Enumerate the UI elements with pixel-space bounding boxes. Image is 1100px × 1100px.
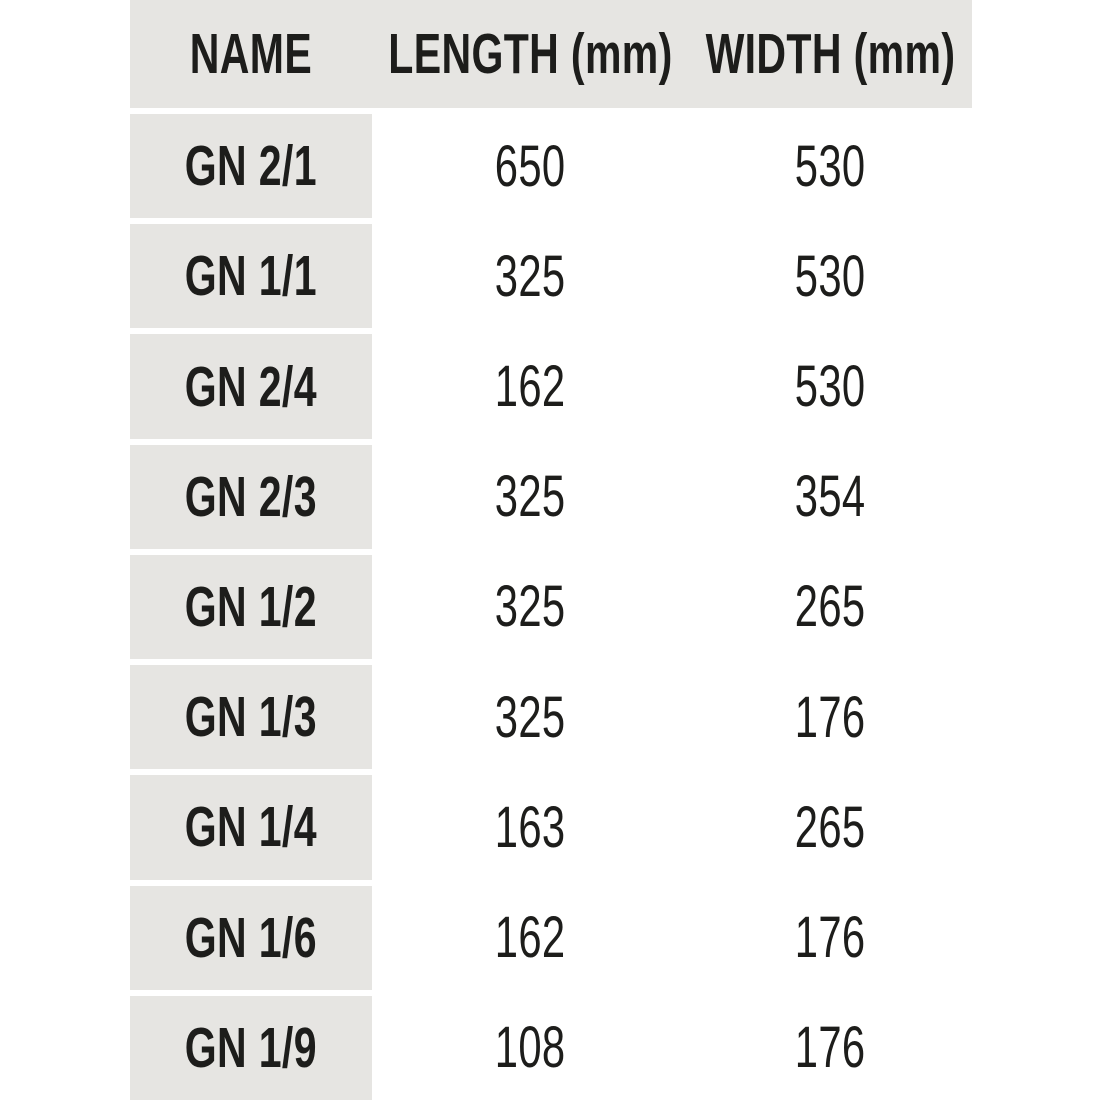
row-length-value: 325: [494, 464, 566, 530]
row-name-label: GN 1/2: [184, 574, 318, 639]
cell-name: [130, 775, 372, 879]
table-row: [130, 218, 972, 328]
row-width-value: 530: [794, 243, 866, 309]
cell-name: [130, 334, 372, 438]
row-length-value: 162: [494, 905, 566, 971]
row-name-label: GN 2/1: [184, 134, 318, 199]
row-name-label: GN 1/4: [184, 795, 318, 860]
row-width-value: 265: [794, 574, 866, 640]
cell-width: [688, 665, 972, 769]
column-header-width: [688, 0, 972, 108]
size-table: [130, 0, 972, 1100]
cell-length: [372, 886, 688, 990]
cell-name: [130, 445, 372, 549]
cell-width: [688, 445, 972, 549]
row-width-value: 265: [794, 794, 866, 860]
row-length-value: 325: [494, 574, 566, 640]
row-length-value: 650: [494, 133, 566, 199]
row-name-label: GN 1/6: [184, 905, 318, 970]
cell-width: [688, 334, 972, 438]
row-width-value: 176: [794, 1015, 866, 1081]
cell-length: [372, 555, 688, 659]
row-length-value: 108: [494, 1015, 566, 1081]
cell-name: [130, 555, 372, 659]
table-header-row: [130, 0, 972, 108]
cell-width: [688, 224, 972, 328]
cell-length: [372, 996, 688, 1100]
row-name-label: GN 1/9: [184, 1015, 318, 1080]
cell-length: [372, 665, 688, 769]
column-header-length: [372, 0, 688, 108]
cell-name: [130, 996, 372, 1100]
table-row: [130, 549, 972, 659]
cell-length: [372, 334, 688, 438]
table-row: [130, 769, 972, 879]
row-width-value: 176: [794, 905, 866, 971]
cell-name: [130, 886, 372, 990]
cell-name: [130, 114, 372, 218]
table-row: [130, 108, 972, 218]
table-row: [130, 990, 972, 1100]
table-row: [130, 439, 972, 549]
cell-width: [688, 555, 972, 659]
row-width-value: 354: [794, 464, 866, 530]
column-header-length-label: LENGTH (mm): [387, 22, 673, 86]
row-name-label: GN 2/4: [184, 354, 318, 419]
row-width-value: 176: [794, 684, 866, 750]
row-length-value: 325: [494, 684, 566, 750]
row-name-label: GN 1/3: [184, 685, 318, 750]
cell-length: [372, 114, 688, 218]
row-width-value: 530: [794, 354, 866, 420]
cell-name: [130, 665, 372, 769]
row-length-value: 325: [494, 243, 566, 309]
row-width-value: 530: [794, 133, 866, 199]
cell-length: [372, 224, 688, 328]
column-header-width-label: WIDTH (mm): [705, 22, 955, 86]
table-row: [130, 880, 972, 990]
row-length-value: 162: [494, 354, 566, 420]
cell-width: [688, 114, 972, 218]
cell-width: [688, 775, 972, 879]
cell-length: [372, 775, 688, 879]
row-name-label: GN 2/3: [184, 464, 318, 529]
table-row: [130, 659, 972, 769]
row-name-label: GN 1/1: [184, 244, 318, 309]
cell-name: [130, 224, 372, 328]
cell-length: [372, 445, 688, 549]
cell-width: [688, 886, 972, 990]
column-header-name: [130, 0, 372, 108]
column-header-name-label: NAME: [189, 22, 313, 86]
table-row: [130, 328, 972, 438]
row-length-value: 163: [494, 794, 566, 860]
cell-width: [688, 996, 972, 1100]
